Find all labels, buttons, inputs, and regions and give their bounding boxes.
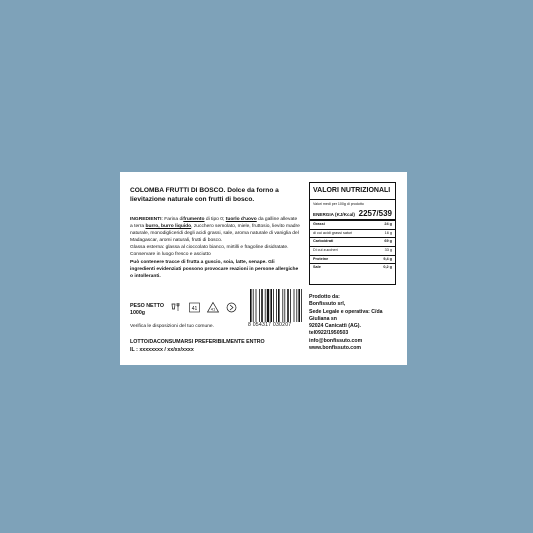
conservation-text: Conservare in luogo fresco e asciutto: [130, 252, 211, 258]
nutrition-subtitle: Valori medi per 100g di prodotto: [313, 202, 364, 206]
nutrition-energy-row: [310, 208, 395, 221]
barcode-bar: [294, 289, 295, 322]
ingredients-text-1: : Farina di: [161, 217, 184, 222]
barcode-bar: [287, 289, 289, 322]
allergen-burro: burro, burro liquido: [145, 224, 192, 230]
lot-value: IL : xxxxxxxx / xx/xx/xxxx: [130, 347, 194, 353]
producer-line: www.bonfissuto.com: [309, 345, 361, 352]
product-label: [120, 172, 407, 365]
nutrient-name: Grassi: [313, 222, 325, 226]
product-title: COLOMBA FRUTTI DI BOSCO. Dolce da forno a lievitazione naturale con frutti di bosco.: [130, 187, 279, 204]
producer-line: 92024 Canicattì (AG).: [309, 323, 361, 330]
barcode-bar: [270, 289, 272, 322]
barcode-bar: [273, 289, 274, 322]
producer-info: [309, 294, 404, 352]
nutrient-name: di cui acidi grassi saturi: [313, 230, 353, 235]
barcode-bar: [267, 289, 269, 322]
barcode-bar: [265, 289, 266, 322]
barcode-bar: [282, 289, 283, 322]
nutrition-row: [310, 230, 395, 239]
barcode-bar: [301, 289, 302, 322]
net-weight-value: 1000g: [130, 310, 146, 316]
disposal-note: Verifica le disposizioni del tuo comune.: [130, 324, 215, 329]
energy-label: ENERGIA (KJ/Kcal): [313, 212, 355, 217]
barcode-bar: [250, 289, 252, 322]
allergen-warning: Può contenere tracce di frutta a guscio, soia, latte, senape. Gli ingredienti evidenziati possono provocare reazioni in persone allergiche o intolleranti.: [130, 259, 299, 279]
producer-line: Sede Legale e operativa: C/da Giuliana sn: [309, 308, 383, 322]
nutrition-row: [310, 247, 395, 256]
nutrition-title: VALORI NUTRIZIONALI: [313, 187, 391, 194]
barcode-bar: [253, 289, 254, 322]
nutrient-name: Sale: [313, 265, 321, 270]
producer-line: tel0922/1950503: [309, 330, 349, 337]
nutrient-value: 33 g: [384, 248, 392, 253]
ingredients-text-4: , zucchero semolato, miele, fruttosio, lievito madre naturale, monodigliceridi degli acidi grassi, sale, aroma naturale di vaniglia del Madagascar, aromi naturali, frutti di bosco.: [130, 224, 300, 244]
nutrient-value: 0,2 g: [383, 265, 392, 270]
barcode-bar: [276, 289, 277, 322]
barcode-bar: [259, 289, 260, 322]
barcode-bar: [284, 289, 285, 322]
producer-line: Prodotto da:: [309, 294, 340, 300]
allergen-tuorlo: tuorlo d'uovo: [225, 217, 257, 222]
barcode-bar: [298, 289, 300, 322]
nutrition-row: [310, 256, 395, 265]
nutrition-row: [310, 221, 395, 230]
ingredients-label: INGREDIENTI: [130, 217, 162, 222]
nutrient-name: Di cui zuccheri: [313, 248, 338, 253]
nutrition-table: [309, 182, 396, 285]
barcode-bar: [278, 289, 280, 322]
lot-label: LOTTO/DACONSUMARSI PREFERIBILMENTE ENTRO: [130, 339, 265, 345]
ingredients-block: [130, 216, 300, 280]
nutrient-value: 16 g: [384, 230, 392, 235]
nutrient-name: Proteine: [313, 256, 329, 261]
svg-text:41: 41: [191, 306, 198, 312]
barcode-bar: [261, 289, 263, 322]
barcode-bar: [290, 289, 291, 322]
nutrition-rows: [310, 221, 395, 272]
cup-fork-icon: [170, 301, 183, 314]
energy-value: 2257/539: [358, 209, 392, 218]
recycle-circle-icon: [225, 301, 238, 314]
nutrient-name: Carboidrati: [313, 239, 334, 244]
nutrition-row: [310, 264, 395, 272]
ingredients-text-3: da galline allevate a terra: [130, 217, 298, 230]
allergen-frumento: frumento: [183, 217, 205, 222]
net-weight-label: PESO NETTO: [130, 303, 165, 309]
lot-expiry: [130, 338, 310, 354]
barcode: [249, 289, 304, 324]
recycle-number-icon: [188, 301, 201, 314]
ingredients-text-2: di tipo 0;: [204, 217, 226, 222]
nutrient-value: 69 g: [384, 239, 392, 244]
barcode-bar: [296, 289, 297, 322]
producer-line: info@bonfissuto.com: [309, 337, 363, 344]
recycle-triangle-icon: [206, 301, 220, 314]
disposal-icons: [170, 301, 238, 314]
nutrient-value: 24 g: [384, 222, 392, 226]
glassa-text: Glassa esterna: glassa al cioccolato bianco, mirtilli e fragoline disidratate.: [130, 245, 289, 251]
barcode-number: 8 054317 030207: [248, 322, 292, 328]
nutrition-row: [310, 238, 395, 247]
producer-line: Bonfissuto srl,: [309, 301, 346, 308]
svg-text:41: 41: [210, 306, 216, 312]
barcode-bar: [256, 289, 257, 322]
net-weight: [130, 303, 164, 317]
nutrient-value: 9,4 g: [383, 256, 392, 261]
